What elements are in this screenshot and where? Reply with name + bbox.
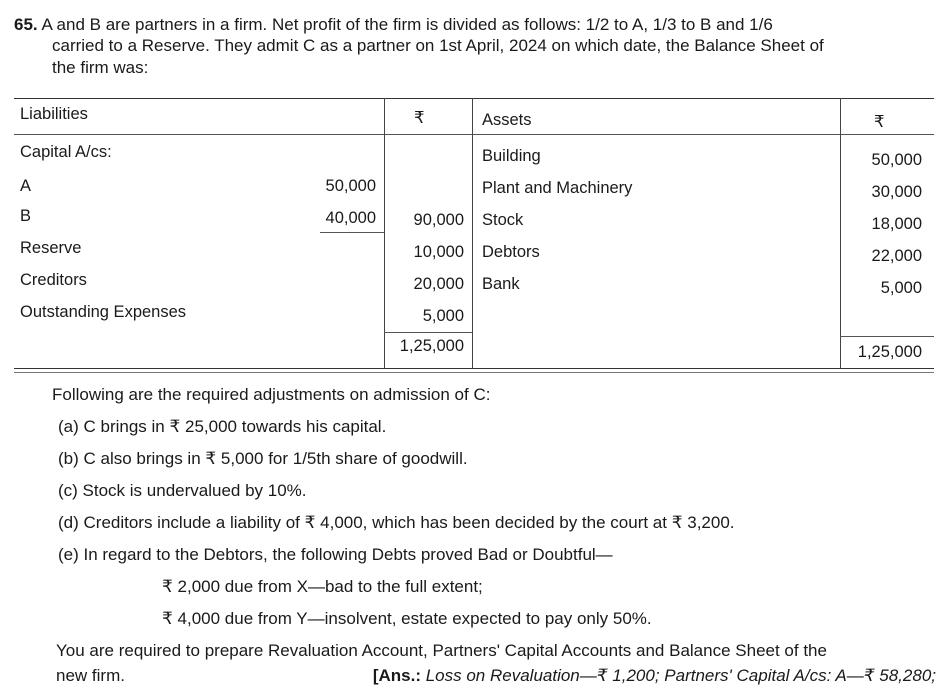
reserve-label: Reserve xyxy=(20,239,82,257)
creditors-value: 20,000 xyxy=(413,275,464,293)
table-rule-header xyxy=(14,134,934,135)
adjustment-e-sub-1: ₹ 2,000 due from X—bad to the full extent; xyxy=(162,577,483,596)
asset-label-plant: Plant and Machinery xyxy=(482,179,633,197)
asset-label-stock: Stock xyxy=(482,211,524,229)
header-asset-amount: ₹ xyxy=(874,113,885,131)
answer-text: Loss on Revaluation—₹ 1,200; Partners' Capital A/cs: A—₹ 58,280; xyxy=(425,666,936,686)
capital-b-label: B xyxy=(20,207,32,225)
capital-a-value: 50,000 xyxy=(325,177,376,195)
adjustment-e-sub-2: ₹ 4,000 due from Y—insolvent, estate expected to pay only 50%. xyxy=(162,609,652,628)
capital-b-value: 40,000 xyxy=(325,209,376,227)
asset-label-building: Building xyxy=(482,147,541,165)
question-text xyxy=(14,14,934,78)
adjustments-intro: Following are the required adjustments on admission of C: xyxy=(52,385,491,404)
table-rule-top xyxy=(14,98,934,99)
header-assets: Assets xyxy=(482,111,532,129)
adjustment-c: (c) Stock is undervalued by 10%. xyxy=(58,481,307,500)
question-line-3: the firm was: xyxy=(52,57,149,77)
outstanding-label: Outstanding Expenses xyxy=(20,303,187,321)
header-liabilities: Liabilities xyxy=(20,105,88,123)
column-divider xyxy=(472,98,473,368)
adjustment-a: (a) C brings in ₹ 25,000 towards his capital. xyxy=(58,417,387,436)
asset-total: 1,25,000 xyxy=(857,343,922,361)
capital-label: Capital A/cs: xyxy=(20,143,112,161)
table-rule-bottom-double xyxy=(14,372,934,373)
asset-value-building: 50,000 xyxy=(871,151,922,169)
adjustment-d: (d) Creditors include a liability of ₹ 4,000, which has been decided by the court at ₹ 3,200. xyxy=(58,513,735,532)
adjustment-b: (b) C also brings in ₹ 5,000 for 1/5th share of goodwill. xyxy=(58,449,468,468)
liab-total-rule xyxy=(384,332,472,333)
question-line-2: carried to a Reserve. They admit C as a partner on 1st April, 2024 on which date, the Balance Sheet of xyxy=(52,36,824,56)
outstanding-value: 5,000 xyxy=(422,307,464,325)
creditors-label: Creditors xyxy=(20,271,87,289)
question-line-1: 65. A and B are partners in a firm. Net profit of the firm is divided as follows: 1/2 to A, 1/3 to B and 1/6 xyxy=(14,15,773,34)
adjustment-e: (e) In regard to the Debtors, the following Debts proved Bad or Doubtful— xyxy=(58,545,613,564)
asset-label-debtors: Debtors xyxy=(482,243,540,261)
column-divider xyxy=(840,98,841,368)
capital-a-label: A xyxy=(20,177,32,195)
asset-value-bank: 5,000 xyxy=(880,279,922,297)
capital-total: 90,000 xyxy=(413,211,464,229)
header-liab-amount: ₹ xyxy=(414,109,425,127)
reserve-value: 10,000 xyxy=(413,243,464,261)
balance-sheet xyxy=(14,98,934,372)
instructions-line-1: You are required to prepare Revaluation Account, Partners' Capital Accounts and Balance Sheet of the xyxy=(56,641,827,660)
adjustments xyxy=(52,384,932,640)
answer-hint xyxy=(373,665,936,686)
asset-value-stock: 18,000 xyxy=(871,215,922,233)
asset-label-bank: Bank xyxy=(482,275,520,293)
asset-value-debtors: 22,000 xyxy=(871,247,922,265)
asset-value-plant: 30,000 xyxy=(871,183,922,201)
question-number: 65. xyxy=(14,15,38,34)
table-rule-bottom xyxy=(14,368,934,369)
liab-total: 1,25,000 xyxy=(399,337,464,355)
answer-label: [Ans.: xyxy=(372,666,421,686)
capital-subtotal-rule xyxy=(320,232,384,233)
column-divider xyxy=(384,98,385,368)
instructions xyxy=(56,640,936,687)
asset-total-rule xyxy=(840,336,934,337)
instructions-line-2: new firm. xyxy=(56,666,125,686)
